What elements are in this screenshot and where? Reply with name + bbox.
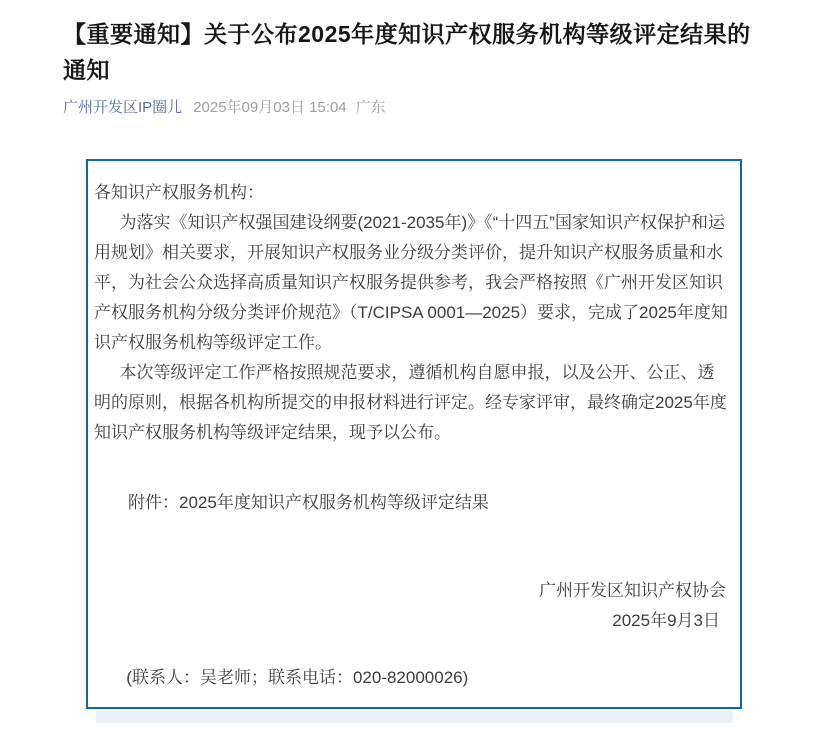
publish-location: 广东	[355, 99, 386, 116]
signature-org: 广州开发区知识产权协会	[539, 581, 726, 600]
page-title: 【重要通知】关于公布2025年度知识产权服务机构等级评定结果的通知	[63, 21, 751, 83]
box-shadow-strip	[96, 711, 733, 723]
attachment-line: 附件：2025年度知识产权服务机构等级评定结果	[128, 493, 489, 512]
signature-date: 2025年9月3日	[612, 611, 720, 630]
publish-datetime: 2025年09月03日 15:04	[193, 99, 347, 116]
notice-paragraph-1: 为落实《知识产权强国建设纲要(2021-2035年)》《“十四五”国家知识产权保护和运用规划》相关要求，开展知识产权服务业分级分类评价，提升知识产权服务质量和水平，为社会公众选择高质量知识产权服务提供参考，我会严格按照《广州开发区知识产权服务机构分级分类评价规范》（T/CIPSA 0001—2025）要求，完成了2025年度知识产权服务机构等级评定工作。	[94, 213, 728, 352]
contact-line: (联系人：吴老师；联系电话：020-82000026)	[126, 668, 469, 687]
notice-box	[86, 159, 742, 709]
byline	[63, 97, 765, 118]
notice-paragraph-2: 本次等级评定工作严格按照规范要求，遵循机构自愿申报，以及公开、公正、透明的原则，根据各机构所提交的申报材料进行评定。经专家评审，最终确定2025年度知识产权服务机构等级评定结果，现予以公布。	[94, 363, 727, 442]
salutation: 各知识产权服务机构：	[94, 183, 264, 202]
account-name-link[interactable]: 广州开发区IP圈儿	[63, 99, 183, 116]
